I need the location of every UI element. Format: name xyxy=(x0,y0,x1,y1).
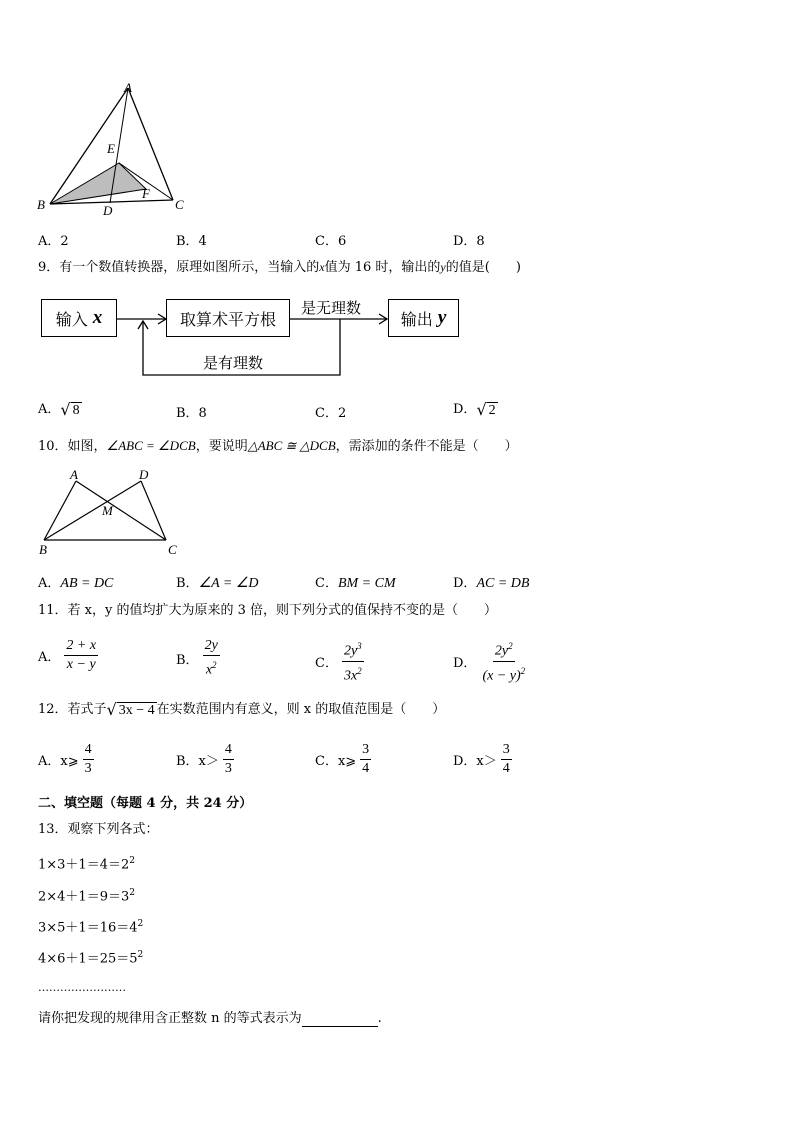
sqrt-sign: √ 3x − 4 xyxy=(106,700,155,719)
fraction: $\frac{3}{4}$ xyxy=(362,742,370,776)
fraction: $\frac{2y}{x^2}$ xyxy=(204,638,218,678)
fig8-label-f: F xyxy=(142,186,150,201)
q12-stem: 12．若式子 √ 3x − 4 在实数范围内有意义，则 x 的取值范围是（ ） xyxy=(38,700,446,719)
q10-option-a: A．AB = DC xyxy=(38,576,114,591)
q9-flow-process-box: 取算术平方根 xyxy=(166,299,290,337)
fig10-label-c: C xyxy=(168,542,177,557)
q13-prompt: 请你把发现的规律用含正整数 n 的等式表示为 . xyxy=(38,1011,382,1026)
q12-option-b: B．x＞ $\frac{4}{3}$ xyxy=(176,742,232,776)
q9-flow-irrational-label: 是无理数 xyxy=(301,299,362,317)
section-heading: 二、填空题（每题 4 分，共 24 分） xyxy=(38,796,253,811)
q9-option-a: A． √ 8 xyxy=(38,399,80,419)
q10-stem: 10．如图，∠ABC = ∠DCB，要说明△ABC ≅ △DCB，需添加的条件不能是（ ） xyxy=(38,438,518,454)
q11-option-d: D． $\frac{2y^2}{(x - y)^2}$ xyxy=(453,638,527,684)
q13-line-2: $2\times 4+1=9=3^2$ xyxy=(38,888,135,905)
q13-line-3: $3\times 5+1=16=4^2$ xyxy=(38,919,144,936)
fig10-label-m: M xyxy=(102,503,113,518)
q8-option-d: D．8 xyxy=(453,234,485,249)
answer-blank[interactable] xyxy=(302,1014,378,1027)
fraction: $\frac{2y^3}{3x^2}$ xyxy=(342,638,364,684)
q9-option-c: C．2 xyxy=(315,406,347,421)
q8-option-c: C．6 xyxy=(315,234,347,249)
fraction: $\frac{2y^2}{(x - y)^2}$ xyxy=(480,638,527,684)
q9-flow-rational-label: 是有理数 xyxy=(203,354,264,372)
fig8-label-d: D xyxy=(103,203,113,218)
sqrt-sign: √ 2 xyxy=(476,399,496,419)
q13-stem: 13．观察下列各式： xyxy=(38,822,159,837)
fraction: $\frac{3}{4}$ xyxy=(502,742,510,776)
q11-stem: 11．若 x，y 的值均扩大为原来的 3 倍，则下列分式的值保持不变的是（ ） xyxy=(38,603,498,618)
q11-option-a: A． $\frac{2 + x}{x - y}$ xyxy=(38,638,97,672)
q13-line-4: $4\times 6+1=25=5^2$ xyxy=(38,950,144,967)
q9-stem: 9．有一个数值转换器，原理如图所示，当输入的x值为 16 时，输出的y的值是( ) xyxy=(38,260,521,275)
q8-option-a: A．2 xyxy=(38,234,69,249)
q10-option-c: C．BM = CM xyxy=(315,576,396,591)
q9-flow-output-box: 输出 y xyxy=(388,299,459,337)
q9-option-b: B．8 xyxy=(176,406,207,421)
fraction: $\frac{4}{3}$ xyxy=(224,742,232,776)
q12-option-a: A．x⩾ $\frac{4}{3}$ xyxy=(38,742,92,776)
q10-option-d: D．AC = DB xyxy=(453,576,530,591)
sqrt-sign: √ 8 xyxy=(60,399,80,419)
q9-flow-input-box: 输入 x xyxy=(41,299,117,337)
fig10-label-b: B xyxy=(39,542,47,557)
fig8-label-b: B xyxy=(37,197,45,212)
fraction: $\frac{4}{3}$ xyxy=(84,742,92,776)
q11-option-c: C． $\frac{2y^3}{3x^2}$ xyxy=(315,638,364,684)
fig8-label-c: C xyxy=(175,197,184,212)
fraction: $\frac{2 + x}{x - y}$ xyxy=(66,638,97,672)
q9-option-d: D． √ 2 xyxy=(453,399,496,419)
q12-option-d: D．x＞ $\frac{3}{4}$ xyxy=(453,742,510,776)
fig8-label-a: A xyxy=(124,80,132,95)
fig8-label-e: E xyxy=(107,141,115,156)
q13-ellipsis: …………………… xyxy=(38,981,126,994)
q13-line-1: $1\times 3+1=4=2^2$ xyxy=(38,856,135,873)
q11-option-b: B． $\frac{2y}{x^2}$ xyxy=(176,638,218,678)
q8-option-b: B．4 xyxy=(176,234,207,249)
fig10-label-d: D xyxy=(139,467,149,482)
q10-option-b: B．∠A = ∠D xyxy=(176,576,259,591)
fig10-label-a: A xyxy=(70,467,78,482)
q12-option-c: C．x⩾ $\frac{3}{4}$ xyxy=(315,742,370,776)
